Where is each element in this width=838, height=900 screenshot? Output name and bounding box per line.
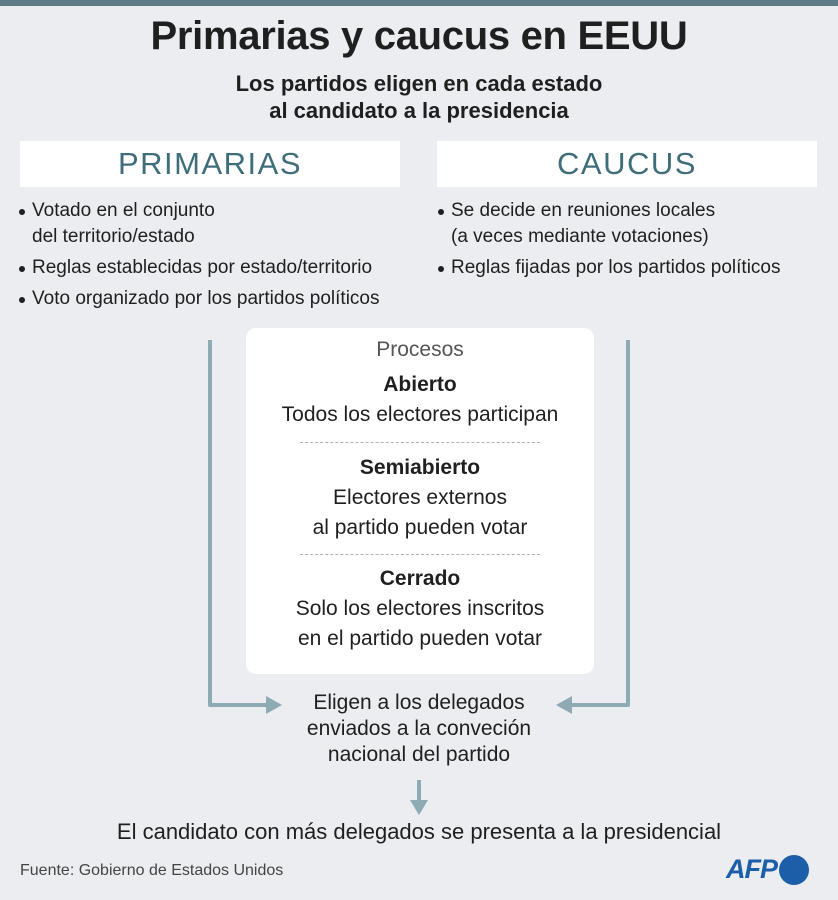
primarias-heading: PRIMARIAS: [20, 141, 400, 187]
proceso-semiabierto: [246, 453, 594, 543]
final-outcome: El candidato con más delegados se presenta a la presidencial: [116, 819, 722, 844]
caucus-heading: CAUCUS: [437, 141, 817, 187]
procesos-title: Procesos: [376, 338, 464, 361]
caucus-bullet-2-line-1: Reglas fijadas por los partidos políticos: [451, 257, 781, 278]
procesos-box: [246, 328, 594, 674]
proceso-semiabierto-name: Semiabierto: [359, 456, 481, 479]
proceso-cerrado-line-2: en el partido pueden votar: [297, 627, 542, 650]
result-line-3: nacional del partido: [327, 743, 511, 766]
infographic-title: Primarias y caucus en EEUU: [150, 14, 688, 58]
proceso-cerrado-name: Cerrado: [379, 567, 461, 590]
subtitle-line-2: al candidato a la presidencia: [269, 98, 569, 123]
arrowhead-down-icon: [410, 800, 428, 815]
afp-logo-dot-icon: [779, 855, 809, 885]
procesos-divider-1: [300, 442, 540, 443]
subtitle-line-1: Los partidos eligen en cada estado: [235, 71, 603, 96]
proceso-abierto-name: Abierto: [383, 373, 457, 396]
caucus-bullet-1-line-2: (a veces mediante votaciones): [451, 226, 709, 247]
proceso-cerrado-line-1: Solo los electores inscritos: [295, 597, 545, 620]
primarias-bullet-1-line-2: del territorio/estado: [32, 226, 195, 247]
primarias-bullet-1-line-1: Votado en el conjunto: [32, 200, 215, 221]
procesos-divider-2: [300, 554, 540, 555]
afp-logo: [726, 854, 809, 885]
afp-logo-text: AFP: [726, 854, 777, 884]
result-line-2: enviados a la conveción: [306, 717, 532, 740]
proceso-abierto-line-1: Todos los electores participan: [281, 403, 559, 426]
source-credit: Fuente: Gobierno de Estados Unidos: [20, 862, 284, 879]
primarias-bullet-3-line-1: Voto organizado por los partidos políticos: [32, 288, 380, 309]
proceso-semiabierto-line-2: al partido pueden votar: [312, 516, 528, 539]
proceso-cerrado: [246, 564, 594, 654]
result-line-1: Eligen a los delegados: [313, 691, 525, 714]
proceso-semiabierto-line-1: Electores externos: [333, 486, 507, 509]
caucus-bullet-1-line-1: Se decide en reuniones locales: [451, 200, 716, 221]
delegados-result: [270, 690, 568, 768]
primarias-bullet-2-line-1: Reglas establecidas por estado/territorio: [32, 257, 373, 278]
proceso-abierto: [246, 370, 594, 430]
